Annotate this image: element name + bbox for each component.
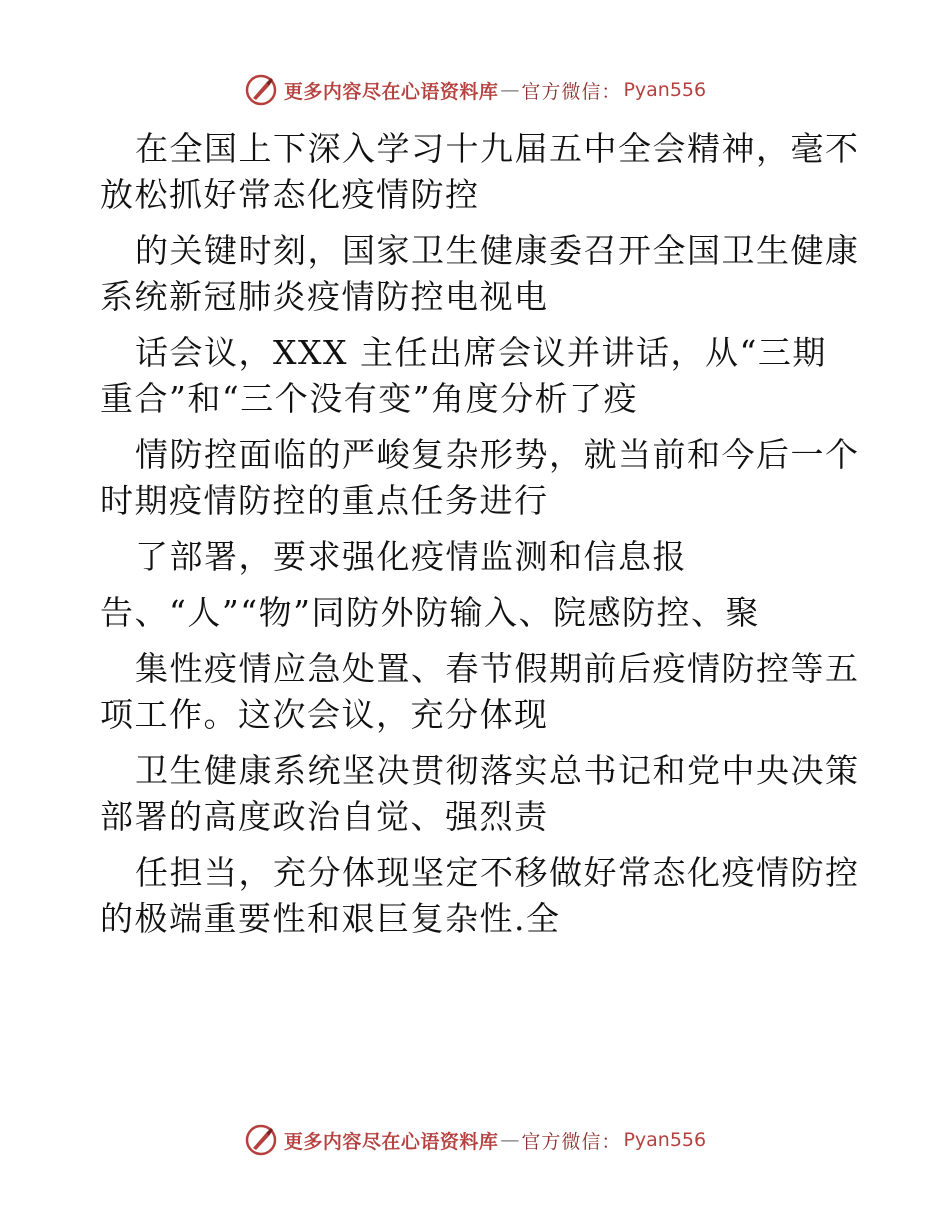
header-promo-text: 更多内容尽在心语资料库	[283, 80, 499, 103]
header-banner	[0, 70, 950, 110]
footer-wechat-id: Pyan556	[623, 1129, 707, 1151]
footer-wechat-label: 官方微信：	[521, 1130, 622, 1153]
paragraph-9: 任担当，充分体现坚定不移做好常态化疫情防控的极端重要性和艰巨复杂性.全	[100, 853, 860, 938]
header-dash: —	[500, 79, 520, 101]
paragraph-7: 集性疫情应急处置、春节假期前后疫情防控等五项工作。这次会议，充分体现	[100, 649, 860, 734]
footer-promo-text: 更多内容尽在心语资料库	[283, 1130, 499, 1153]
footer-banner	[0, 1120, 950, 1160]
document-body	[100, 126, 860, 952]
header-wechat-id: Pyan556	[623, 79, 707, 101]
paragraph-5: 了部署，要求强化疫情监测和信息报	[135, 537, 687, 576]
paragraph-1: 在全国上下深入学习十九届五中全会精神，毫不放松抓好常态化疫情防控	[100, 129, 860, 214]
paragraph-8: 卫生健康系统坚决贯彻落实总书记和党中央决策部署的高度政治自觉、强烈责	[100, 751, 860, 836]
paragraph-4: 情防控面临的严峻复杂形势，就当前和今后一个时期疫情防控的重点任务进行	[100, 435, 860, 520]
paragraph-3: 话会议，XXX 主任出席会议并讲话，从“三期重合”和“三个没有变”角度分析了疫	[100, 333, 827, 418]
paragraph-2: 的关键时刻，国家卫生健康委召开全国卫生健康系统新冠肺炎疫情防控电视电	[100, 231, 860, 316]
quill-logo-icon	[244, 1123, 278, 1157]
header-wechat-label: 官方微信：	[521, 80, 622, 103]
footer-dash: —	[500, 1129, 520, 1151]
paragraph-6: 告、“人”“物”同防外防输入、院感防控、聚	[100, 593, 760, 632]
quill-logo-icon	[244, 73, 278, 107]
